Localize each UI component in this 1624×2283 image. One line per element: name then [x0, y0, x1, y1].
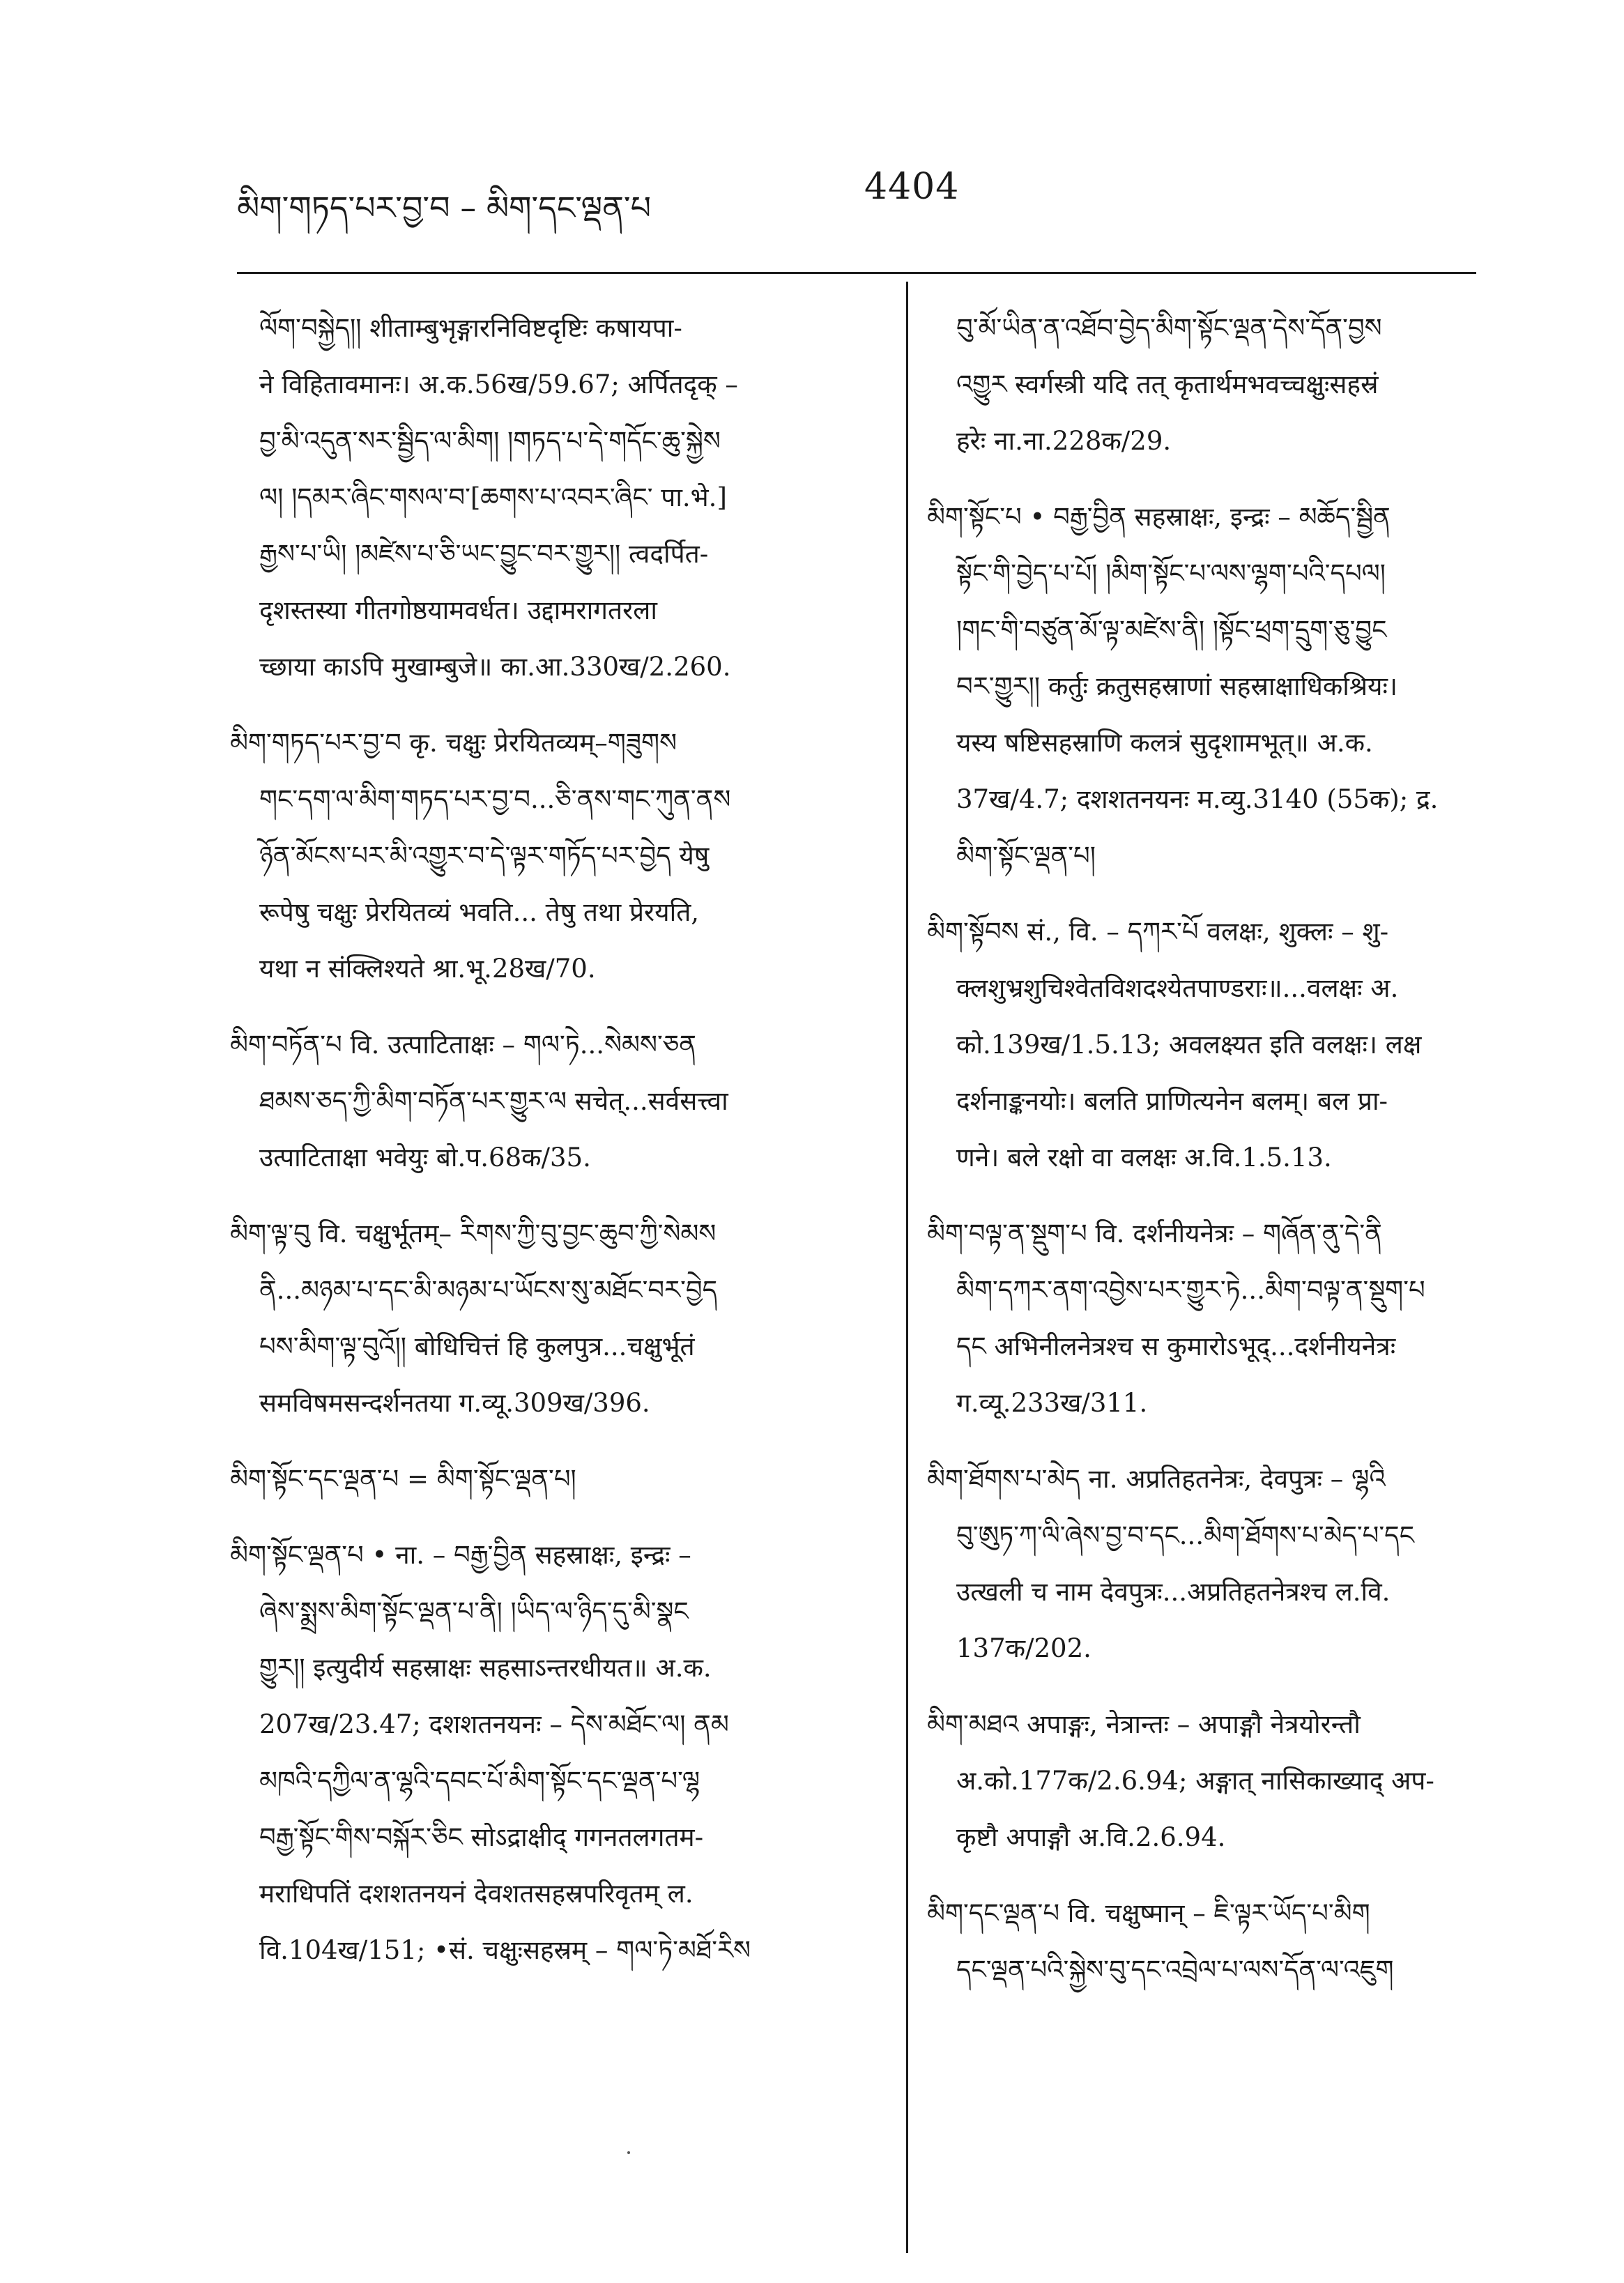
entry-text-line: མཁའི་དཀྱིལ་ན་ལྷའི་དབང་པོ་མིག་སྟོང་དང་ལྡན་པ་ལྷ — [259, 1766, 700, 1796]
entry-text-line: གང་དག་ལ་མིག་གཏད་པར་བྱ་བ...ཅི་ནས་གང་ཀུན་ནས — [259, 784, 731, 814]
entry-text-line: ནི...མཉམ་པ་དང་མི་མཉམ་པ་ཡོངས་སུ་མཐོང་བར་བྱེད — [259, 1275, 718, 1305]
dictionary-entry — [927, 1451, 1568, 1677]
entry-text-line: मराधिपतिं दशशतनयनं देवशतसहस्रपरिवृतम् ल. — [259, 1879, 694, 1909]
entry-text-line: कृष्टौ अपाङ्गौ अ.वि.2.6.94. — [956, 1822, 1226, 1852]
entry-text-line: རྒྱས་པ་ཡི། །མཛེས་པ་ཅི་ཡང་བྱུང་བར་གྱུར།། त्वदर्पित- — [259, 539, 709, 569]
entry-text-line: समविषमसन्दर्शनतया ग.व्यू.309ख/396. — [259, 1388, 650, 1418]
entry-headword-line: མིག་ལྟ་བུ वि. चक्षुर्भूतम्– རིགས་ཀྱི་བུ་བྱང་ཆུབ་ཀྱི་སེམས — [230, 1219, 717, 1249]
entry-text-line: दृशस्तस्या गीतगोष्ठयामवर्धत। उद्दामरागतरला — [259, 595, 657, 625]
dictionary-entry — [927, 300, 1568, 469]
entry-text-line: हरेः ना.ना.228क/29. — [956, 426, 1172, 456]
dictionary-entry — [230, 1205, 871, 1431]
entry-text-line: उत्खली च नाम देवपुत्रः...अप्रतिहतनेत्रश्च ल.वि. — [956, 1577, 1391, 1607]
print-speck — [627, 2151, 630, 2154]
dictionary-entry — [230, 715, 871, 997]
dictionary-entry — [927, 1696, 1568, 1865]
entry-text-line: 207ख/23.47; दशशतनयनः – དེས་མཐོང་ལ། ནམ — [259, 1709, 729, 1739]
entry-text-line: ཞེས་སྨྲས་མིག་སྟོང་ལྡན་པ་ནི། །ཡིད་ལ་ཉིད་དུ་མི་སྣང — [259, 1596, 689, 1626]
dictionary-entry — [927, 1885, 1568, 1998]
entry-text-line: को.139ख/1.5.13; अवलक्ष्यत इति वलक्षः। लक्ष — [956, 1030, 1422, 1060]
entry-headword-line: མིག་བལྟ་ན་སྡུག་པ वि. दर्शनीयनेत्रः – གཞོན་ནུ་དེ་ནི — [927, 1219, 1382, 1249]
entry-text-line: གྱུར།། इत्युदीर्य सहस्राक्षः सहसाऽन्तरधीयत॥ अ.क. — [259, 1653, 712, 1683]
dictionary-entry — [927, 903, 1568, 1186]
header-rule — [237, 272, 1476, 274]
entry-text-line: अ.को.177क/2.6.94; अङ्गात् नासिकाख्याद् अप- — [956, 1766, 1434, 1796]
entry-text-line: 37ख/4.7; दशशतनयनः म.व्यु.3140 (55क); द्र. — [956, 784, 1439, 814]
entry-text-line: བུ་ཨུཏ་ཀ་ལི་ཞེས་བྱ་བ་དང...མིག་ཐོགས་པ་མེད་པ་དང — [956, 1520, 1414, 1550]
entry-text-line: དང अभिनीलनेत्रश्च स कुमारोऽभूद्...दर्शनीयनेत्रः — [956, 1331, 1396, 1361]
column-divider — [906, 282, 908, 2253]
entry-text-line: च्छाया काऽपि मुखाम्बुजे॥ का.आ.330ख/2.260. — [259, 652, 731, 682]
entry-text-line: མིག་དཀར་ནག་འབྱེས་པར་གྱུར་ཏེ...མིག་བལྟ་ན་སྡུག་པ — [956, 1275, 1425, 1305]
entry-headword-line: མིག་སྟོང་པ • བརྒྱ་བྱིན सहस्राक्षः, इन्द्रः – མཆོད་སྦྱིན — [927, 502, 1391, 532]
dictionary-entry — [230, 1451, 871, 1507]
dictionary-entry — [230, 1527, 871, 1978]
entry-text-line: उत्पाटिताक्षा भवेयुः बो.प.68क/35. — [259, 1143, 591, 1173]
page-number: 4404 — [864, 166, 960, 208]
entry-text-line: वि.104ख/151; •सं. चक्षुःसहस्रम् – གལ་ཏེ་མཐོ་རིས — [259, 1935, 751, 1965]
entry-text-line: क्लशुभ्रशुचिश्वेतविशदश्येतपाण्डराः॥...वलक्षः अ. — [956, 973, 1399, 1003]
entry-text-line: འགྱུར स्वर्गस्त्री यदि तत् कृतार्थमभवच्चक्षुःसहस्रं — [956, 369, 1379, 399]
entry-text-line: བུ་མོ་ཡིན་ན་འཐོབ་བྱེད་མིག་སྟོང་ལྡན་དེས་དོན་བྱས — [956, 313, 1382, 343]
entry-text-line: यथा न संक्लिश्यते श्रा.भू.28ख/70. — [259, 954, 596, 984]
entry-headword-line: མིག་སྟོང་དང་ལྡན་པ = མིག་སྟོང་ལྡན་པ། — [230, 1464, 576, 1494]
entry-headword-line: མིག་སྟོང་ལྡན་པ • ना. – བརྒྱ་བྱིན सहस्राक्षः, इन्द्रः – — [230, 1540, 691, 1570]
running-head: མིག་གཏད་པར་བྱ་བ – མིག་དང་ལྡན་པ — [237, 189, 652, 227]
entry-text-line: ལ། །དམར་ཞིང་གསལ་བ་[ཆགས་པ་འབར་ཞིང་ पा.भे.] — [259, 482, 727, 512]
entry-headword-line: མིག་བཏོན་པ वि. उत्पाटिताक्षः – གལ་ཏེ...སེམས་ཅན — [230, 1030, 696, 1060]
entry-text-line: །གང་གི་བཙུན་མོ་ལྟ་མཛེས་ནི། །སྟོང་ཕྲག་དྲུག་ཅུ་བྱུང — [956, 615, 1387, 645]
entry-headword-line: མིག་མཐའ अपाङ्गः, नेत्रान्तः – अपाङ्गौ नेत्रयोरन्तौ — [927, 1709, 1361, 1739]
entry-text-line: णने। बले रक्षो वा वलक्षः अ.वि.1.5.13. — [956, 1143, 1332, 1173]
entry-text-line: 137क/202. — [956, 1633, 1091, 1663]
entry-text-line: ལོག་བསྐྱེད།། शीताम्बुभृङ्गारनिविष्टदृष्टिः कषायपा- — [259, 313, 682, 343]
entry-text-line: སྟོང་གི་བྱེད་པ་པོ། །མིག་སྟོང་པ་ལས་ལྷག་པའི་དཔལ། — [956, 558, 1386, 588]
dictionary-entry — [230, 1016, 871, 1186]
entry-text-line: यस्य षष्टिसहस्राणि कलत्रं सुदृशामभूत्॥ अ.क. — [956, 728, 1373, 758]
right-column — [927, 300, 1568, 2017]
entry-text-line: མིག་སྟོང་ལྡན་པ། — [956, 841, 1096, 871]
entry-text-line: ཐམས་ཅད་ཀྱི་མིག་བཏོན་པར་གྱུར་ལ सचेत्...सर्वसत्त्वा — [259, 1086, 728, 1116]
entry-text-line: दर्शनाङ्कनयोः। बलति प्राणित्यनेन बलम्। बल प्रा- — [956, 1086, 1388, 1116]
entry-text-line: བར་གྱུར།། कर्तुः क्रतुसहस्राणां सहस्राक्षाधिकश्रियः। — [956, 671, 1398, 701]
page-header — [237, 166, 1422, 227]
entry-headword-line: མིག་དང་ལྡན་པ वि. चक्षुष्मान् – ཇི་ལྟར་ཡོད་པ་མིག — [927, 1898, 1370, 1928]
dictionary-entry — [927, 489, 1568, 884]
entry-text-line: ने विहितावमानः। अ.क.56ख/59.67; अर्पितदृक् – — [259, 369, 738, 399]
entry-headword-line: མིག་སྟོབས सं., वि. – དཀར་པོ वलक्षः, शुक्लः – शु- — [927, 917, 1389, 947]
entry-headword-line: མིག་གཏད་པར་བྱ་བ कृ. चक्षुः प्रेरयितव्यम्–གཟུགས — [230, 728, 677, 758]
left-column — [230, 300, 871, 1998]
entry-text-line: ग.व्यू.233ख/311. — [956, 1388, 1148, 1418]
entry-text-line: ཉོན་མོངས་པར་མི་འགྱུར་བ་དེ་ལྟར་གཏོད་པར་བྱེད येषु — [259, 841, 710, 871]
entry-text-line: रूपेषु चक्षुः प्रेरयितव्यं भवति... तेषु तथा प्रेरयति, — [259, 897, 700, 927]
entry-text-line: བྱ་མི་འདུན་སར་སྦྱིད་ལ་མིག། །གཏད་པ་དེ་གདོང་ཆུ་སྐྱེས — [259, 426, 721, 456]
entry-headword-line: མིག་ཐོགས་པ་མེད ना. अप्रतिहतनेत्रः, देवपुत्रः – ལྷའི — [927, 1464, 1386, 1494]
entry-text-line: དང་ལྡན་པའི་སྐྱེས་བུ་དང་འབྲེལ་པ་ལས་དོན་ལ་འཇུག — [956, 1955, 1394, 1985]
entry-text-line: པས་མིག་ལྟ་བུའོ།། बोधिचित्तं हि कुलपुत्र...चक्षुर्भूतं — [259, 1331, 695, 1361]
dictionary-entry — [230, 300, 871, 695]
entry-text-line: བརྒྱ་སྟོང་གིས་བསྐོར་ཅིང सोऽद्राक्षीद् गगनतलगतम- — [259, 1822, 704, 1852]
dictionary-entry — [927, 1205, 1568, 1431]
